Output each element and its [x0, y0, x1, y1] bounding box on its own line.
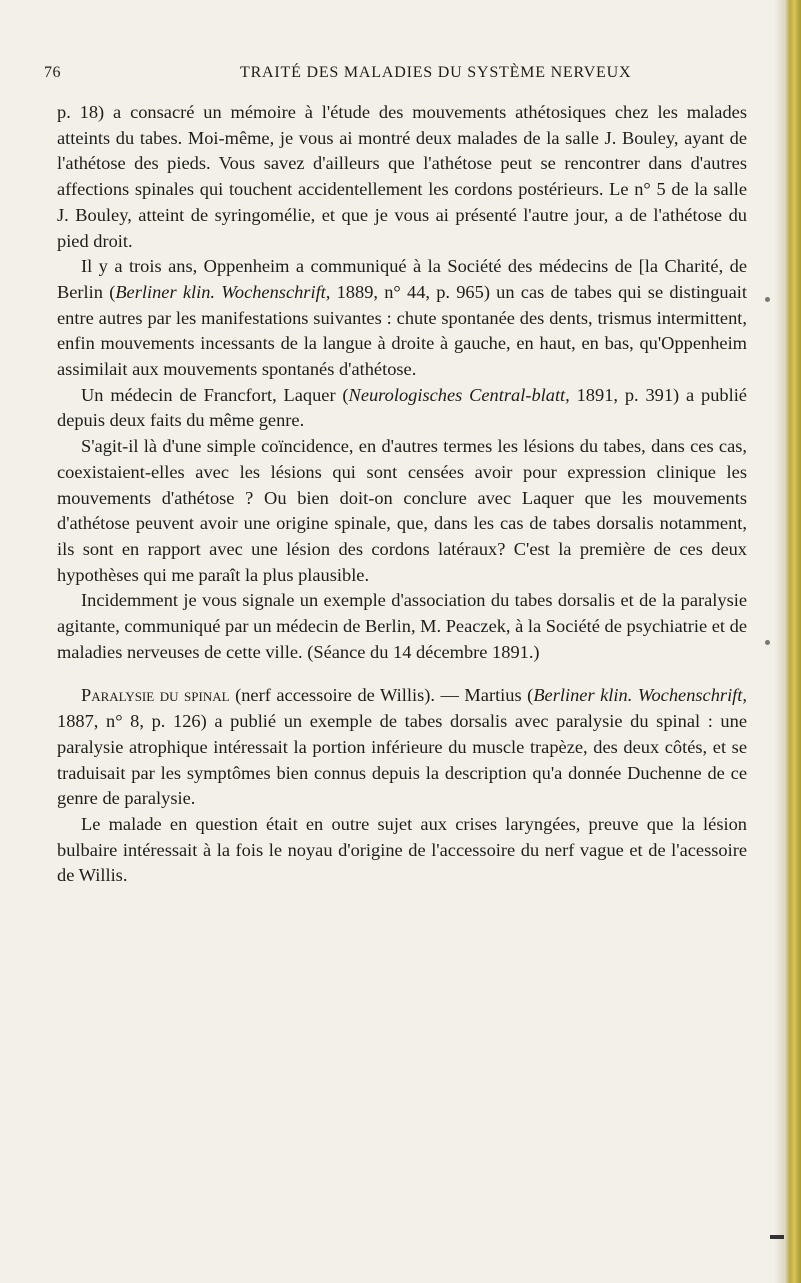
paragraph-4-text: S'agit-il là d'une simple coïncidence, en d'autres termes les lésions du tabes, dans ces cas, coexistaient-elles avec les lésions qui sont censées avoir pour expression clinique les mouvements d'athétose ? Ou bien doit-on conclure avec Laquer que les mouvements d'athétose peuvent avoir une origine spinale, que, dans les cas de tabes dorsalis notamment, ils sont en rapport avec une lésion des cordons latéraux? C'est la première de ces deux hypothèses qui me paraît la plus plausible. [57, 436, 747, 585]
running-title: TRAITÉ DES MALADIES DU SYSTÈME NERVEUX [240, 64, 632, 81]
paragraph-3-text-a: Un médecin de Francfort, Laquer ( [81, 384, 349, 405]
paragraph-2-text-a: Il y a trois ans, Oppenheim a communiqué à la Société des médecins de [la Charité, de Berlin ( [57, 256, 747, 302]
citation-berliner-klin-1: Berliner klin. Wochenschrift, [115, 281, 331, 302]
paragraph-2 [57, 254, 747, 383]
paragraph-3-text-b: 1891, p. 391) a publié depuis deux faits du même genre. [57, 384, 747, 431]
paragraph-5-text: Incidemment je vous signale un exemple d'association du tabes dorsalis et de la paralysie agitante, communiqué par un médecin de Berlin, M. Peaczek, à la Société de psychiatrie et de maladies nerveuses de cette ville. (Séance du 14 décembre 1891.) [57, 590, 747, 662]
paragraph-1 [57, 100, 747, 254]
page-number: 76 [44, 64, 61, 81]
paragraph-5 [57, 588, 747, 665]
paragraph-6 [57, 683, 747, 812]
page-header [0, 64, 801, 92]
paragraph-2-text-b: 1889, n° 44, p. 965) un cas de tabes qui se distinguait entre autres par les manifestations suivantes : chute spontanée des dents, trismus intermittent, enfin mouvements incessants de la langue à droite à gauche, en haut, en bas, qu'Oppenheim assimilait aux mouvements spontanés d'athétose. [57, 281, 748, 380]
section-heading-paralysie-spinal: Paralysie du spinal [81, 685, 230, 706]
body-text [57, 100, 747, 889]
paragraph-3 [57, 383, 747, 434]
paragraph-6-text-b: 1887, n° 8, p. 126) a publié un exemple de tabes dorsalis avec paralysie du spinal : une paralysie atrophique intéressait la portion inférieure du muscle trapèze, des deux côtés, et se traduisait par les symptômes bien connus depuis la description qu'a donnée Duchenne de ce genre de paralysie. [57, 711, 747, 809]
paragraph-7 [57, 812, 747, 889]
paragraph-1-text: p. 18) a consacré un mémoire à l'étude des mouvements athétosiques chez les malades atteints du tabes. Moi-même, je vous ai montré deux malades de la salle J. Bouley, ayant de l'athétose des pieds. Vous savez d'ailleurs que l'athétose peut se rencontrer dans d'autres affections spinales qui touchent accidentellement les cordons postérieurs. Le n° 5 de la salle J. Bouley, atteint de syringomélie, et que je vous ai présenté l'autre jour, a de l'athétose du pied droit. [57, 102, 747, 251]
page-edge-shadow [774, 0, 784, 1283]
paragraph-4 [57, 434, 747, 588]
paragraph-7-text: Le malade en question était en outre sujet aux crises laryngées, preuve que la lésion bulbaire intéressait à la fois le noyau d'origine de l'accessoire du nerf vague et de l'acessoire de Willis. [57, 813, 747, 886]
paragraph-6-text-a: (nerf accessoire de Willis). — Martius ( [229, 685, 534, 706]
page-edge [784, 0, 801, 1283]
margin-mark [765, 640, 770, 645]
margin-mark [765, 297, 770, 302]
citation-berliner-klin-2: Berliner klin. Wochenschrift, [533, 685, 747, 706]
page-corner-mark [770, 1235, 784, 1239]
citation-neurologisches-centralblatt: Neurologisches Central-blatt, [348, 384, 570, 405]
